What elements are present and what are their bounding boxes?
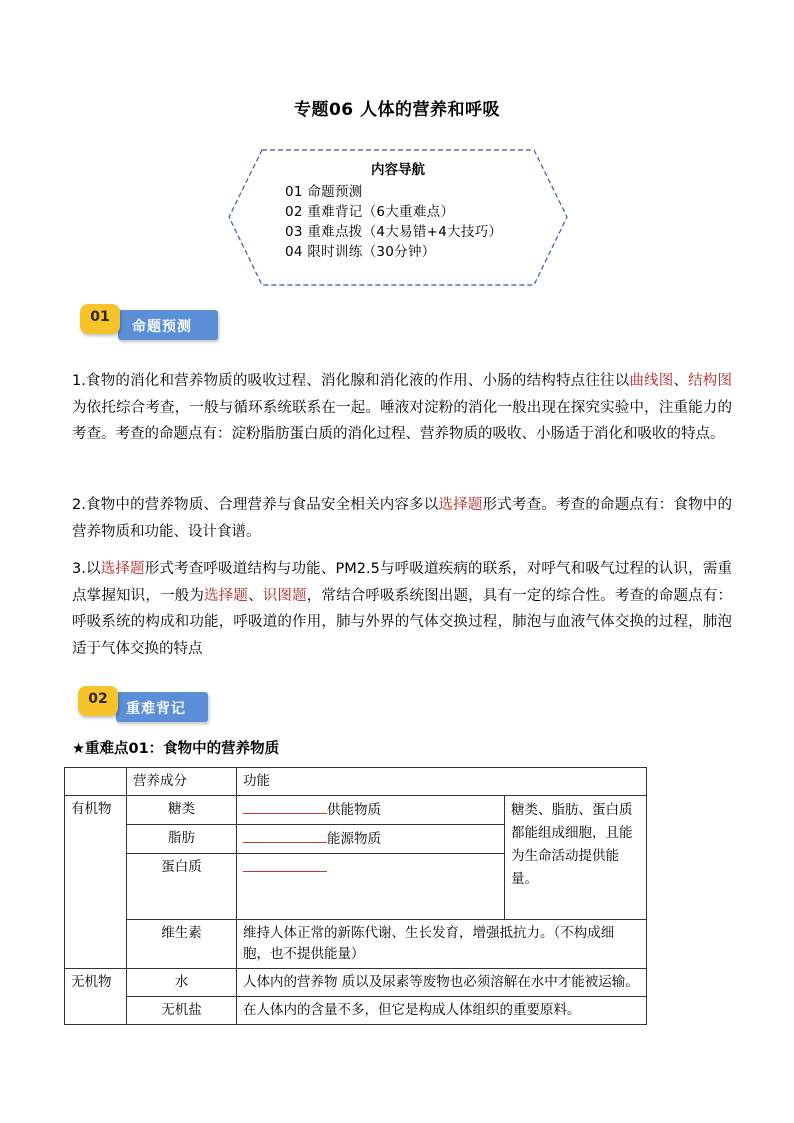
page-title: 专题06 人体的营养和呼吸: [293, 100, 501, 120]
nav-item-training: 04 限时训练（30分钟）: [285, 244, 436, 260]
nav-item-guidance: 03 重难点拨（4大易错+4大技巧）: [285, 224, 503, 240]
prediction-paragraph-2: 2.食物中的营养物质、合理营养与食品安全相关内容多以选择题形式考查。考查的命题点有：食物中的营养物质和功能、设计食谱。: [72, 497, 732, 540]
nav-heading: 内容导航: [371, 162, 425, 178]
nutrient-table: [64, 767, 647, 1025]
prediction-paragraph-1: 1.食物的消化和营养物质的吸收过程、消化腺和消化液的作用、小肠的结构特点往往以曲线图、结构图为依托综合考查，一般与循环系统联系在一起。唾液对淀粉的消化一般出现在探究实验中，注重能力的考查。考查的命题点有：淀粉脂肪蛋白质的消化过程、营养物质的吸收、小肠适于消化和吸收的特点。: [72, 373, 732, 442]
category-inorganic: 无机物: [65, 969, 127, 1025]
section-number: 01: [90, 309, 110, 325]
table-header-row: [65, 768, 647, 796]
prediction-paragraph-3: 3.以选择题形式考查呼吸道结构与功能、PM2.5与呼吸道疾病的联系，对呼气和吸气过程的认识，需重点掌握知识，一般为选择题、识图题，常结合呼吸系统图出题，具有一定的综合性。考查的命题点有：呼吸系统的构成和功能，呼吸道的作用，肺与外界的气体交换过程，肺泡与血液气体交换的过程，肺泡适于气体交换的特点: [72, 561, 733, 657]
function-water: 人体内的营养物 质以及尿素等废物也必须溶解在水中才能被运输。: [237, 969, 647, 997]
table-row: [65, 969, 647, 997]
header-cell-empty: [65, 768, 127, 796]
nutrient-protein: 蛋白质: [127, 854, 237, 920]
nutrient-vitamin: 维生素: [127, 920, 237, 969]
fill-blank[interactable]: [243, 857, 327, 872]
function-vitamin: 维持人体正常的新陈代谢、生长发育，增强抵抗力。（不构成细胞，也不提供能量）: [237, 920, 647, 969]
key-point-heading: ★重难点01：食物中的营养物质: [72, 741, 280, 757]
function-sugar: 供能物质: [237, 796, 505, 825]
nav-item-memorize: 02 重难背记（6大重难点）: [285, 204, 455, 220]
nutrient-fat: 脂肪: [127, 825, 237, 854]
section-badge-memorize: [78, 686, 208, 718]
function-salt: 在人体内的含量不多，但它是构成人体组织的重要原料。: [237, 997, 647, 1025]
table-row: [65, 796, 647, 825]
section-label: 重难背记: [126, 701, 186, 717]
table-row: [65, 920, 647, 969]
shared-note: 糖类、脂肪、蛋白质都能组成细胞，且能为生命活动提供能量。: [505, 796, 647, 920]
nav-item-prediction: 01 命题预测: [285, 184, 363, 200]
function-protein: [237, 854, 505, 920]
table-row: [65, 997, 647, 1025]
fill-blank[interactable]: [243, 828, 327, 843]
function-fat: 能源物质: [237, 825, 505, 854]
nutrient-salt: 无机盐: [127, 997, 237, 1025]
category-organic: 有机物: [65, 796, 127, 969]
section-badge-prediction: [80, 304, 220, 336]
header-cell-nutrient: 营养成分: [127, 768, 237, 796]
section-number: 02: [88, 691, 108, 707]
header-cell-function: 功能: [237, 768, 647, 796]
fill-blank[interactable]: [243, 799, 327, 814]
nutrient-water: 水: [127, 969, 237, 997]
section-label: 命题预测: [132, 319, 192, 335]
nutrient-sugar: 糖类: [127, 796, 237, 825]
